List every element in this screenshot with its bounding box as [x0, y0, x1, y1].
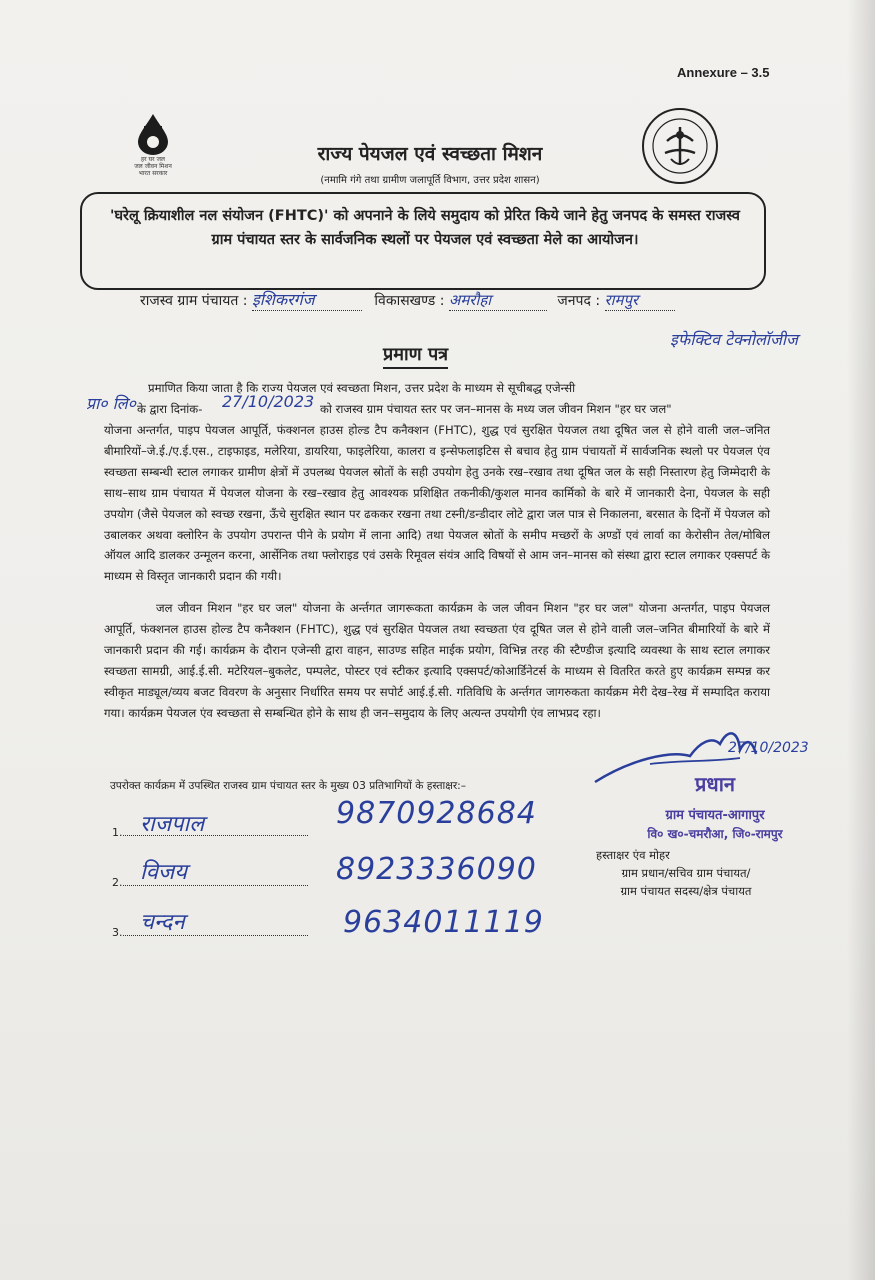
- attendee-number: 3.: [112, 926, 123, 939]
- paragraph-1-date-label: के द्वारा दिनांक-: [137, 402, 203, 416]
- gram-panchayat-value: इशिकरगंज: [251, 290, 315, 309]
- logo-caption-3: भारत सरकार: [138, 170, 168, 177]
- pradhan-stamp: [600, 770, 830, 842]
- stamp-line-2: वि० ख०-चमरौआ, जि०-रामपुर: [647, 827, 783, 841]
- jal-jeevan-mission-logo: [118, 112, 188, 177]
- water-drop-icon: [134, 112, 172, 156]
- attendee-phone-1: 9870928684: [336, 796, 537, 831]
- stamp-line-1: ग्राम पंचायत-आगापुर: [665, 808, 765, 823]
- district-field: [605, 290, 675, 311]
- event-banner: 'घरेलू क्रियाशील नल संयोजन (FHTC)' को अपनाने के लिये समुदाय को प्रेरित किये जाने हेतु जनपद के समस्त राजस्व ग्राम पंचायत स्तर के सार्वजनिक स्थलों पर पेयजल एवं स्वच्छता मेले का आयोजन।: [80, 192, 766, 290]
- attendee-name-1: राजपाल: [140, 812, 205, 837]
- signature-caption-3: ग्राम पंचायत सदस्य/क्षेत्र पंचायत: [620, 884, 752, 898]
- agency-name-handwritten: इफेक्टिव टेक्नोलॉजीज: [670, 330, 798, 349]
- gram-panchayat-label: राजस्व ग्राम पंचायत :: [140, 293, 248, 309]
- annexure-label: Annexure – 3.5: [677, 65, 770, 80]
- attendee-name-3: चन्दन: [140, 910, 185, 935]
- block-label: विकासखण्ड :: [374, 293, 445, 309]
- attendee-name-2: विजय: [140, 860, 188, 885]
- org-title: राज्य पेयजल एवं स्वच्छता मिशन: [317, 143, 543, 165]
- logo-caption-2: जल जीवन मिशन: [134, 163, 172, 170]
- page-edge-shadow: [847, 0, 875, 1280]
- org-subtitle: (नमामि गंगे तथा ग्रामीण जलापूर्ति विभाग, उत्तर प्रदेश शासन): [320, 175, 540, 186]
- signature-caption-2: ग्राम प्रधान/सचिव ग्राम पंचायत/: [621, 866, 751, 880]
- signature-caption: [556, 846, 816, 900]
- stamp-title: प्रधान: [695, 772, 735, 796]
- signature-caption-1: हस्ताक्षर एंव मोहर: [596, 848, 670, 862]
- district-value: रामपुर: [604, 291, 639, 309]
- block-value: अमरौहा: [448, 291, 492, 309]
- attendee-number: 2.: [112, 876, 123, 889]
- attendees-intro: उपरोक्त कार्यक्रम में उपस्थित राजस्व ग्राम पंचायत स्तर के मुख्य 03 प्रतिभागियों के हस्ताक्षर:–: [110, 780, 467, 792]
- organization-header: [270, 140, 590, 186]
- certificate-heading: प्रमाण पत्र: [383, 342, 448, 369]
- up-government-seal: [641, 107, 719, 189]
- paragraph-1-line-1: प्रमाणित किया जाता है कि राज्य पेयजल एवं स्वच्छता मिशन, उत्तर प्रदेश के माध्यम से सूचीबद्ध एजेन्सी: [148, 381, 576, 395]
- attendee-phone-2: 8923336090: [336, 852, 537, 887]
- gram-panchayat-field: [252, 288, 362, 311]
- logo-caption-1: हर घर जल: [141, 156, 165, 163]
- paragraph-1-line-2: को राजस्व ग्राम पंचायत स्तर पर जन–मानस के मध्य जल जीवन मिशन "हर घर जल": [320, 402, 672, 416]
- seal-emblem-icon: [641, 107, 719, 185]
- paragraph-2: जल जीवन मिशन "हर घर जल" योजना के अर्न्तगत जागरूकता कार्यक्रम के जल जीवन मिशन "हर घर जल" योजना अन्तर्गत, पाइप पेयजल आपूर्ति, फंक्शनल हाउस होल्ड टैप कनैक्शन (FHTC), शुद्ध एवं सुरक्षित पेयजल तथा स्वच्छता एंव दूषित जल से होने वाली जल–जनित बीमारियों के बारे में जानकारी प्रदान की गई। कार्यक्रम के दौरान एजेन्सी द्वारा वाहन, साउण्ड सहित माईक प्रयोग, विभिन्न तरह की स्टैण्डीज इत्यादि व्यवस्था के साथ स्टाल लगाकर स्वच्छता सामग्री, आई.ई.सी. मटेरियल–बुकलेट, पम्पलेट, पोस्टर एवं स्टीकर इत्यादि एक्सपर्ट/कोआर्डिनेटर्स के माध्यम से वितरित करते हुए कार्यक्रम सम्पन्न कर स्वीकृत माड्यूल/व्यय बजट विवरण के अनुसार निर्धारित समय पर सपोर्ट आई.ई.सी. गतिविधि के अर्न्तगत जागरुकता कार्यक्रम मेरी देख–रेख में सम्पादित कराया गया। कार्यक्रम पेयजल एंव स्वच्छता से सम्बन्धित होने के साथ ही जन–समुदाय के लिए अत्यन्त उपयोगी एंव लाभप्रद रहा।: [104, 601, 770, 720]
- paragraph-1-body: योजना अन्तर्गत, पाइप पेयजल आपूर्ति, फंक्शनल हाउस होल्ड टैप कनैक्शन (FHTC), शुद्ध एवं सुरक्षित पेयजल तथा दूषित जल से होने वाली जल–जनित बीमारियों–जे.ई./ए.ई.एस., टाइफाइड, मलेरिया, डायरिया, फाइलेरिया, कालरा व इन्सेफलाइटिस से बचाव हेतु ग्राम पंचायतों में सार्वजनिक स्थलो पर पेयजल एंव स्वच्छता सम्बन्धी स्टाल लगाकर ग्रामीण क्षेत्रों में उपलब्ध पेयजल स्रोतों के सही उपयोग हेतु उनके रख–रखाव तथा दूषित जल के सही निस्तारण हेतु जिम्मेदारी के साथ–साथ ग्राम पंचायत में पेयजल योजना के रख–रखाव हेतु आवश्यक प्रशिक्षित तकनीकी/कुशल मानव कार्मिको के बारे में जानकारी देना, पेयजल के सही उपयोग (जैसे पेयजल को स्वच्छ रखना, ऊँचे सुरक्षित स्थान पर ढककर रखना तथा टस्नी/डन्डीदार लोटे द्वारा जल पात्र से निकालना, बरसात के दिनों में पेयजल को उबालकर अथवा क्लोरिन के उपयोग उपरान्त पीने के प्रयोग में लाना आदि) तथा पेयजल स्रोतों के समीप मच्छरों के अण्डों एवं लार्वा का केरोसीन तेल/मोबिल ऑयल आदि डालकर उन्मूलन करना, आर्सेनिक तथा फ्लोराइड एवं उसके रिमूवल संयंत्र आदि विषयों से आम जन–मानस को संस्था द्वारा स्टाल लगाकर एक्सपर्ट के माध्यम से विस्तृत जानकारी प्रदान की गयी।: [104, 423, 770, 584]
- location-line: [140, 288, 675, 311]
- attendee-number: 1.: [112, 826, 123, 839]
- attendee-phone-3: 9634011119: [343, 905, 544, 940]
- program-date-handwritten: 27/10/2023: [222, 392, 315, 411]
- district-label: जनपद :: [557, 293, 601, 309]
- agency-suffix-handwritten: प्रा० लि०: [86, 394, 136, 413]
- block-field: [449, 290, 547, 311]
- signature-date-handwritten: 27/10/2023: [728, 740, 809, 756]
